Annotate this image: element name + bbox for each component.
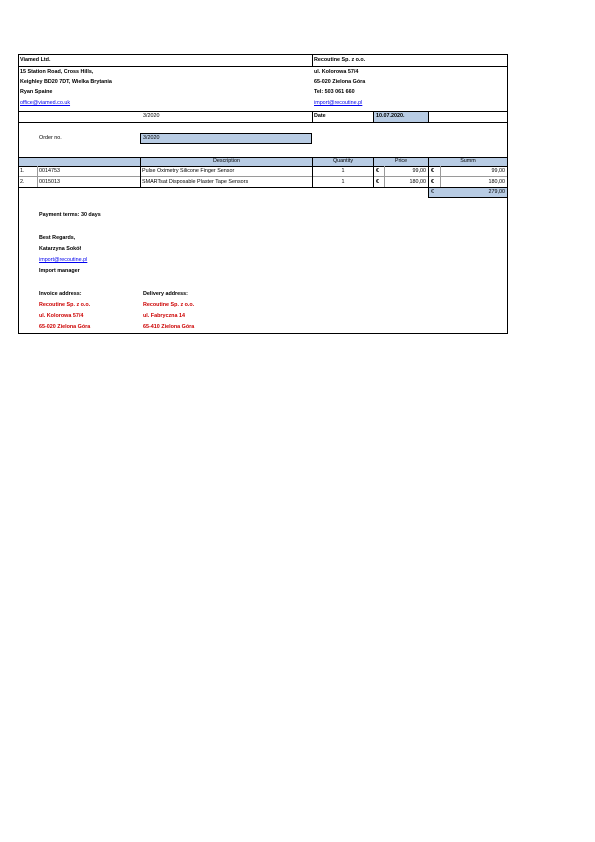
row-quantity: 1 (341, 168, 345, 174)
row-description: Pulse Oximetry Silicone Finger Sensor (142, 168, 235, 174)
row-description: SMARTsat Disposable Plaster Tape Sensors (142, 179, 249, 185)
order-label: Order no. (39, 135, 62, 141)
row-number: 1. (20, 168, 25, 174)
signer-email-link[interactable]: import@recoutine.pl (39, 257, 88, 263)
divider (312, 55, 313, 66)
row-price-currency: € (376, 179, 379, 185)
row-price-currency: € (376, 168, 379, 174)
delivery-address-line3: 65-410 Zielona Góra (143, 324, 195, 330)
seller-email-link[interactable]: office@viamed.co.uk (20, 100, 71, 106)
invoice-address-line3: 65-020 Zielona Góra (39, 324, 91, 330)
row-sum-currency: € (431, 179, 434, 185)
seller-address-line2: Keighley BD20 7DT, Wielka Brytania (20, 79, 112, 85)
divider (19, 111, 507, 112)
buyer-address-line2: 65-020 Zielona Góra (314, 79, 366, 85)
payment-terms: Payment terms: 30 days (39, 212, 101, 218)
row-sum-currency: € (431, 168, 434, 174)
delivery-address-label: Delivery address: (143, 291, 188, 297)
row-sum: 99,00 (491, 168, 505, 174)
divider (19, 122, 507, 123)
signer-role: Import manager (39, 268, 80, 274)
seller-contact: Ryan Spaine (20, 89, 53, 95)
order-number-field (140, 133, 312, 144)
divider (428, 111, 429, 122)
buyer-name: Recoutine Sp. z o.o. (314, 57, 366, 63)
invoice-address-label: Invoice address: (39, 291, 82, 297)
delivery-address-line2: ul. Fabryczna 14 (143, 313, 185, 319)
delivery-address-line1: Recoutine Sp. z o.o. (143, 302, 195, 308)
buyer-address-line1: ul. Kolorowa 57/4 (314, 69, 359, 75)
date-label: Date (314, 113, 326, 119)
header-description: Description (213, 158, 240, 164)
invoice-address-line1: Recoutine Sp. z o.o. (39, 302, 91, 308)
buyer-email-link[interactable]: import@recoutine.pl (314, 100, 363, 106)
buyer-phone: Tel: 503 061 660 (314, 89, 355, 95)
total-currency: € (431, 189, 434, 195)
seller-address-line1: 15 Station Road, Cross Hills, (20, 69, 94, 75)
header-summ: Summ (460, 158, 476, 164)
order-number: 3/2020 (143, 135, 160, 141)
signer-name: Katarzyna Sokół (39, 246, 81, 252)
total-amount: 279,00 (488, 189, 505, 195)
row-sum: 180,00 (488, 179, 505, 185)
header-price: Price (394, 158, 408, 164)
invoice-sheet (18, 54, 508, 334)
divider (312, 111, 313, 122)
divider (37, 166, 38, 187)
invoice-number: 3/2020 (143, 113, 160, 119)
divider (19, 176, 507, 177)
row-code: 0014753 (39, 168, 60, 174)
invoice-address-line2: ul. Kolorowa 57/4 (39, 313, 84, 319)
divider (428, 197, 507, 198)
row-number: 2. (20, 179, 25, 185)
seller-name: Viamed Ltd. (20, 57, 51, 63)
row-price: 99,00 (412, 168, 426, 174)
row-code: 0015013 (39, 179, 60, 185)
row-quantity: 1 (341, 179, 345, 185)
divider (19, 166, 507, 167)
invoice-date: 10.07.2020. (376, 113, 405, 119)
header-quantity: Quantity (332, 158, 354, 164)
divider (19, 66, 507, 67)
row-price: 180,00 (409, 179, 426, 185)
regards: Best Regards, (39, 235, 76, 241)
